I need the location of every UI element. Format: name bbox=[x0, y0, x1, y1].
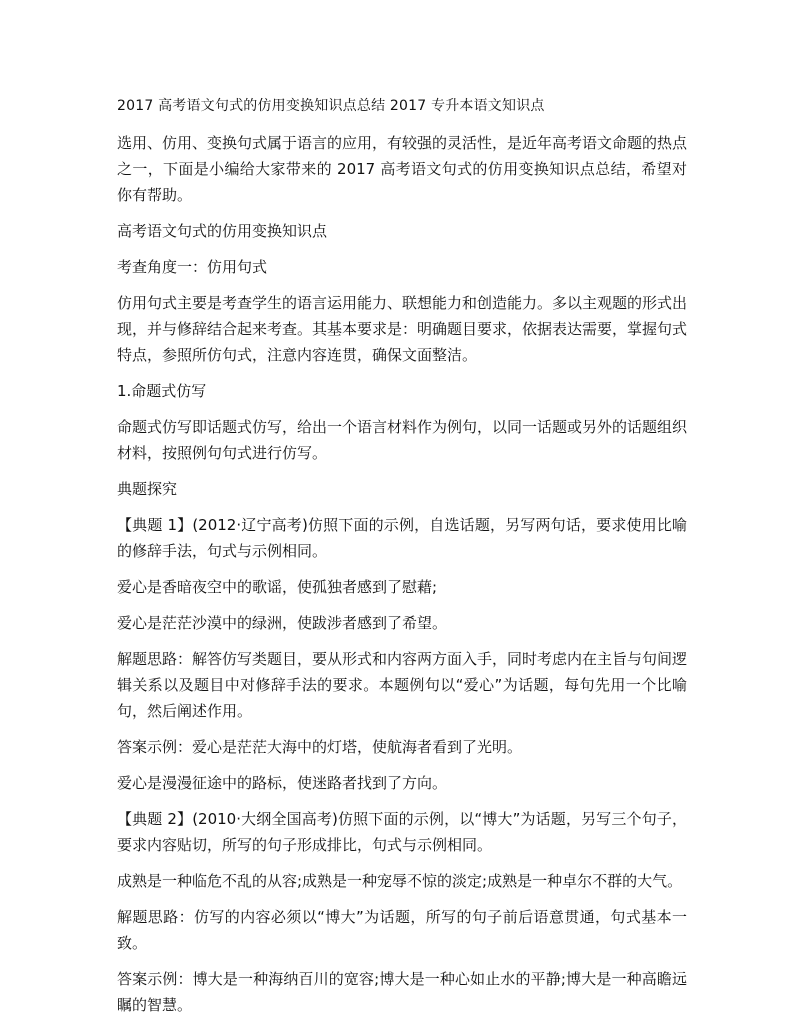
intro-paragraph: 选用、仿用、变换句式属于语言的应用，有较强的灵活性，是近年高考语文命题的热点之一，下面是小编给大家带来的 2017 高考语文句式的仿用变换知识点总结，希望对你有帮助。 bbox=[117, 134, 688, 204]
angle-description: 仿用句式主要是考查学生的语言运用能力、联想能力和创造能力。多以主观题的形式出现，并与修辞结合起来考查。其基本要求是：明确题目要求，依据表达需要，掌握句式特点，参照所仿句式，注意内容连贯，确保文面整洁。 bbox=[117, 294, 688, 364]
question-2-answer: 答案示例：博大是一种海纳百川的宽容;博大是一种心如止水的平静;博大是一种高瞻远瞩的智慧。 bbox=[117, 970, 687, 1014]
question-1-example-1: 爱心是香暗夜空中的歌谣，使孤独者感到了慰藉; bbox=[117, 578, 438, 596]
sub-description: 命题式仿写即话题式仿写，给出一个语言材料作为例句，以同一话题或另外的话题组织材料，按照例句句式进行仿写。 bbox=[117, 418, 688, 462]
question-1-example-2: 爱心是茫茫沙漠中的绿洲，使跋涉者感到了希望。 bbox=[117, 614, 448, 632]
question-1-answer-1: 答案示例：爱心是茫茫大海中的灯塔，使航海者看到了光明。 bbox=[117, 738, 523, 756]
question-2-analysis: 解题思路：仿写的内容必须以“博大”为话题，所写的句子前后语意贯通，句式基本一致。 bbox=[117, 908, 687, 952]
section-heading: 高考语文句式的仿用变换知识点 bbox=[117, 222, 328, 240]
question-2: 【典题 2】(2010·大纲全国高考)仿照下面的示例，以“博大”为话题，另写三个句子，要求内容贴切，所写的句子形成排比，句式与示例相同。 bbox=[117, 810, 687, 854]
sub-heading: 1.命题式仿写 bbox=[117, 382, 207, 400]
question-1-answer-2: 爱心是漫漫征途中的路标，使迷路者找到了方向。 bbox=[117, 774, 448, 792]
example-heading: 典题探究 bbox=[117, 480, 178, 498]
question-1-analysis: 解题思路：解答仿写类题目，要从形式和内容两方面入手，同时考虑内在主旨与句间逻辑关系以及题目中对修辞手法的要求。本题例句以“爱心”为话题，每句先用一个比喻句，然后阐述作用。 bbox=[117, 650, 688, 720]
angle-heading: 考查角度一：仿用句式 bbox=[117, 258, 268, 276]
question-2-example: 成熟是一种临危不乱的从容;成熟是一种宠辱不惊的淡定;成熟是一种卓尔不群的大气。 bbox=[117, 872, 683, 890]
document-title: 2017 高考语文句式的仿用变换知识点总结 2017 专升本语文知识点 bbox=[117, 98, 545, 114]
document-body bbox=[117, 96, 687, 1026]
question-1: 【典题 1】(2012·辽宁高考)仿照下面的示例，自选话题，另写两句话，要求使用比喻的修辞手法，句式与示例相同。 bbox=[117, 516, 687, 560]
